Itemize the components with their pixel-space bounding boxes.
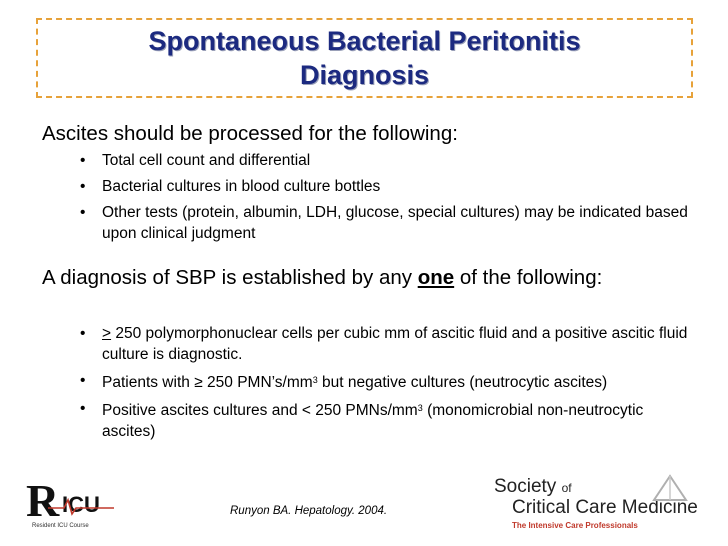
section1-list bbox=[78, 150, 698, 249]
list-item: • > 250 polymorphonuclear cells per cubic mm of ascitic fluid and a positive ascitic fluid culture is diagnostic. bbox=[80, 325, 688, 363]
slide-title bbox=[36, 24, 693, 92]
footer bbox=[24, 472, 696, 536]
svg-text:Resident ICU Course: Resident ICU Course bbox=[32, 523, 89, 529]
svg-text:R: R bbox=[26, 475, 60, 526]
title-line-1: Spontaneous Bacterial Peritonitis bbox=[148, 26, 581, 56]
list-item: • Bacterial cultures in blood culture bottles bbox=[80, 178, 381, 195]
list-item: • Other tests (protein, albumin, LDH, glucose, special cultures) may be indicated based upon clinical judgment bbox=[80, 204, 688, 242]
ricu-logo bbox=[24, 472, 124, 534]
citation: Runyon BA. Hepatology. 2004. bbox=[230, 505, 388, 517]
svg-text:ICU: ICU bbox=[62, 492, 100, 517]
list-item: • Patients with ≥ 250 $PMN’s/mm^3$ but negative cultures (neutrocytic ascites) bbox=[80, 372, 608, 391]
section2-list bbox=[78, 323, 698, 447]
section2-heading: A diagnosis of SBP is established by any one of the following: bbox=[42, 266, 603, 289]
sccm-emblem-icon bbox=[650, 474, 690, 504]
emphasis-one: one bbox=[417, 266, 455, 289]
sccm-logo: Society of Critical Care Medicine The Intensive Care Professionals bbox=[494, 476, 698, 530]
section1-heading: Ascites should be processed for the following: bbox=[42, 122, 458, 145]
ricu-logo-graphic bbox=[24, 472, 124, 534]
list-item: • Positive ascites cultures and < 250 PMNs/$mm^3$ (monomicrobial non-neutrocytic ascites) bbox=[80, 400, 644, 440]
list-item: • Total cell count and differential bbox=[80, 152, 311, 169]
title-line-2: Diagnosis bbox=[299, 60, 430, 90]
